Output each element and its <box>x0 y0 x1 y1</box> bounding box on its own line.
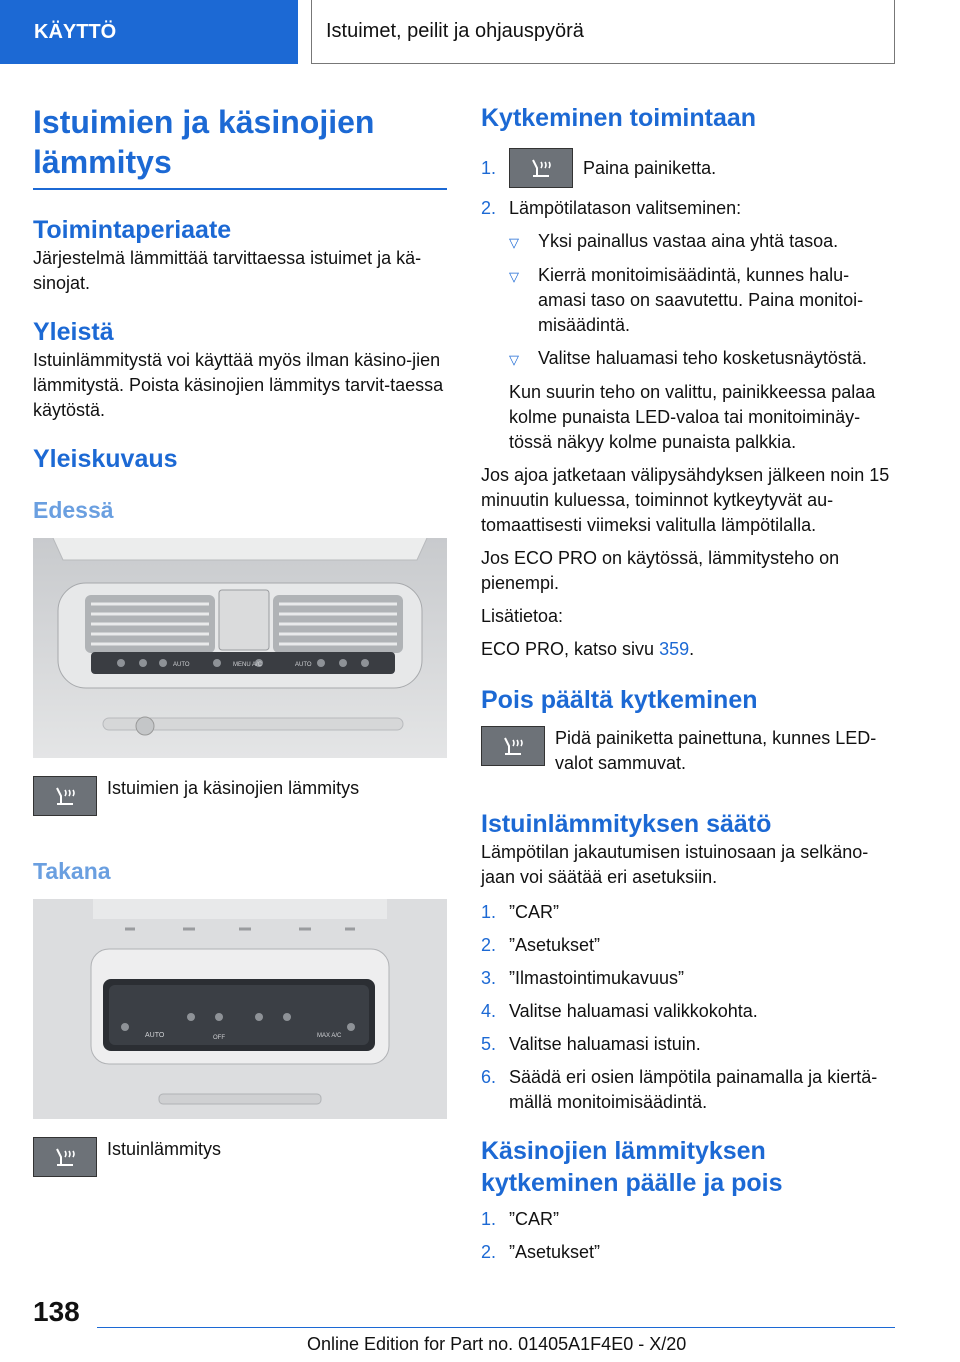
list-item: 1. ”CAR” <box>481 1209 559 1229</box>
rear-heading: Takana <box>33 858 111 884</box>
off-heading: Pois päältä kytkeminen <box>481 686 758 714</box>
adjust-text: Lämpötilan jakautumisen istuinosaan ja selkäno-jaan voi säätää eri asetuksiin. <box>481 842 869 887</box>
principle-heading: Toimintaperiaate <box>33 216 232 244</box>
list-item: 6. Säädä eri osien lämpötila painamalla ja kiertä-mällä monitoimisäädintä. <box>481 1067 878 1112</box>
list-item: 2. ”Asetukset” <box>481 935 601 955</box>
list-item: 5. Valitse haluamasi istuin. <box>481 1034 701 1054</box>
rear-auto-label: AUTO <box>145 1032 165 1039</box>
activate-heading: Kytkeminen toimintaan <box>481 104 757 132</box>
rear-console-photo <box>33 899 447 1119</box>
right-column <box>481 102 895 1265</box>
max-level-note: Kun suurin teho on valittu, painikkeessa palaa kolme punaista LED-valoa tai monitoiminäy-tössä näkyy kolme punaista palkkia. <box>509 382 876 452</box>
rear-caption-row <box>33 1137 447 1177</box>
armrest-heading: Käsinojien lämmityksen kytkeminen päälle ja pois <box>481 1137 783 1197</box>
general-text: Istuinlämmitystä voi käyttää myös ilman käsino-jien lämmitystä. Poista käsinojien lämmitys tarvit-taessa käytöstä. <box>33 350 444 420</box>
eco-note: Jos ECO PRO on käytössä, lämmitysteho on pienempi. <box>481 548 840 593</box>
adjust-heading: Istuinlämmityksen säätö <box>481 810 772 838</box>
seat-heating-icon-rear <box>33 1137 97 1177</box>
front-console-photo <box>33 538 447 758</box>
principle-text: Järjestelmä lämmittää tarvittaessa istuimet ja kä-sinojat. <box>33 248 422 293</box>
page-link-359[interactable]: 359 <box>659 639 690 659</box>
front-icon-caption: Istuimien ja käsinojien lämmitys <box>107 778 360 798</box>
bullet-triangle-icon: ▽ <box>509 352 519 367</box>
bullet-triangle-icon: ▽ <box>509 235 519 250</box>
left-column <box>33 102 447 1177</box>
bullet-triangle-icon: ▽ <box>509 269 519 284</box>
level-bullets <box>509 229 895 372</box>
list-item: 2. Lämpötilatason valitseminen: <box>481 198 742 218</box>
adjust-steps <box>481 900 895 1115</box>
armrest-steps <box>481 1207 895 1265</box>
rear-max-label: MAX A/C <box>317 1033 342 1039</box>
rear-off-label: OFF <box>213 1035 225 1041</box>
stopover-note: Jos ajoa jatketaan välipysähdyksen jälkeen noin 15 minuutin kuluessa, toiminnot kytkeytyvät au-tomaattisesti viimeksi valitulla lämpötilalla. <box>481 465 890 535</box>
section-label: KÄYTTÖ <box>34 20 117 43</box>
front-auto-label-right: AUTO <box>295 662 312 668</box>
list-item: ▽ Yksi painallus vastaa aina yhtä tasoa. <box>509 229 895 255</box>
front-caption-row <box>33 776 447 816</box>
page-number: 138 <box>33 1296 80 1327</box>
off-text: Pidä painiketta painettuna, kunnes LED-valot sammuvat. <box>555 728 877 773</box>
section-tab <box>0 0 298 64</box>
page-title: Istuimien ja käsinojien lämmitys <box>33 102 447 190</box>
front-heading: Edessä <box>33 497 114 523</box>
more-info-label: Lisätietoa: <box>481 606 564 626</box>
overview-heading: Yleiskuvaus <box>33 445 178 473</box>
eco-reference: ECO PRO, katso sivu 359. <box>481 639 695 659</box>
general-heading: Yleistä <box>33 318 114 346</box>
front-auto-label-left: AUTO <box>173 662 190 668</box>
chapter-header <box>311 0 895 64</box>
footer-divider <box>97 1327 895 1328</box>
list-item: 1. ”CAR” <box>481 902 559 922</box>
list-item: 4. Valitse haluamasi valikkokohta. <box>481 1001 758 1021</box>
list-item: ▽ Valitse haluamasi teho kosketusnäytöstä. <box>509 346 895 372</box>
list-item: 2. ”Asetukset” <box>481 1242 601 1262</box>
chapter-label: Istuimet, peilit ja ohjauspyörä <box>326 20 584 42</box>
off-row <box>481 726 895 776</box>
edition-text: Online Edition for Part no. 01405A1F4E0 - X/20 <box>307 1334 687 1354</box>
seat-heating-icon-off <box>481 726 545 766</box>
seat-heating-button-icon <box>509 148 573 188</box>
rear-icon-caption: Istuinlämmitys <box>107 1139 222 1159</box>
activate-steps <box>481 148 895 221</box>
list-item: ▽ Kierrä monitoimisäädintä, kunnes halu-amasi taso on saavutettu. Paina monitoi-misäädintä. <box>509 263 895 338</box>
list-item: 1. Paina painiketta. <box>481 148 895 188</box>
front-menu-label: MENU A/C <box>233 662 263 668</box>
seat-heating-icon <box>33 776 97 816</box>
list-item: 3. ”Ilmastointimukavuus” <box>481 968 685 988</box>
